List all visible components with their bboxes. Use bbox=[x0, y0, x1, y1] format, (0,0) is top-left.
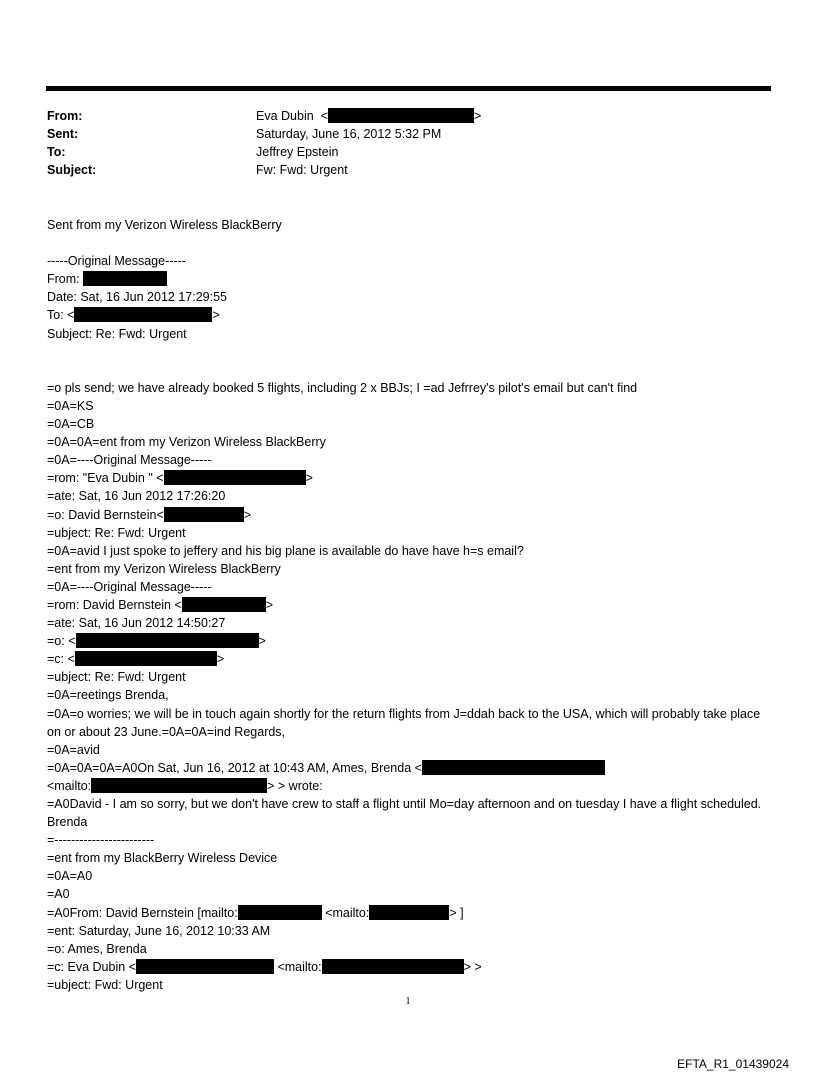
body-line: =A0From: David Bernstein [mailto: <mailto: > ] bbox=[47, 905, 464, 920]
header-subject-row bbox=[47, 161, 767, 179]
blank-line bbox=[47, 343, 777, 361]
body-line: =ent from my Verizon Wireless BlackBerry bbox=[47, 561, 281, 576]
body-line: =ent from my BlackBerry Wireless Device bbox=[47, 851, 278, 866]
body-line: =o: David Bernstein< > bbox=[47, 507, 252, 522]
line-text: <mailto: bbox=[277, 959, 322, 974]
body-line: =0A=reetings Brenda, bbox=[47, 688, 169, 703]
from-label: From: bbox=[47, 109, 83, 123]
line-text: From: bbox=[47, 272, 80, 287]
line-text: <mailto: bbox=[47, 778, 92, 793]
line-text: =rom: "Eva Dubin " bbox=[47, 471, 153, 486]
sent-value: Saturday, June 16, 2012 5:32 PM bbox=[256, 127, 442, 141]
redaction bbox=[238, 905, 322, 920]
header-sent-row bbox=[47, 125, 767, 143]
body-line: =rom: "Eva Dubin " < > bbox=[47, 471, 313, 486]
body-line: =ubject: Re: Fwd: Urgent bbox=[47, 525, 186, 540]
line-text: =0A=0A=0A=A0On Sat, Jun 16, 2012 at 10:43 AM, Ames, Brenda bbox=[47, 760, 412, 775]
redaction bbox=[328, 108, 474, 123]
redaction bbox=[75, 651, 217, 666]
body-line bbox=[47, 270, 777, 288]
body-line: <mailto: > > wrote: bbox=[47, 778, 323, 793]
to-label: To: bbox=[47, 145, 66, 159]
blank-line bbox=[47, 361, 777, 379]
to-value: Jeffrey Epstein bbox=[256, 145, 339, 159]
line-text: =o: David Bernstein bbox=[47, 507, 157, 522]
from-name: Eva Dubin bbox=[256, 109, 314, 123]
from-value: Eva Dubin < > bbox=[256, 109, 482, 123]
blank-line bbox=[47, 234, 777, 252]
redaction bbox=[164, 507, 244, 522]
body-line: =0A=0A=ent from my Verizon Wireless BlackBerry bbox=[47, 435, 326, 450]
header-rule bbox=[46, 86, 771, 91]
line-text: To: bbox=[47, 308, 64, 323]
redaction bbox=[322, 959, 464, 974]
email-body bbox=[47, 216, 777, 994]
body-line: =0A=----Original Message----- bbox=[47, 579, 212, 594]
subject-value: Fw: Fwd: Urgent bbox=[256, 163, 348, 177]
body-line: -----Original Message----- bbox=[47, 254, 186, 269]
line-text: =A0From: David Bernstein [mailto: bbox=[47, 905, 238, 920]
redaction bbox=[164, 470, 306, 485]
sent-label: Sent: bbox=[47, 127, 79, 141]
body-line: =ate: Sat, 16 Jun 2012 17:26:20 bbox=[47, 489, 226, 504]
body-line: =ent: Saturday, June 16, 2012 10:33 AM bbox=[47, 923, 271, 938]
body-line: =A0David - I am so sorry, but we don't have crew to staff a flight until Mo=day afternoon and on tuesday I have a flight scheduled. Brenda bbox=[47, 797, 762, 830]
body-line: =A0 bbox=[47, 887, 70, 902]
body-line: =ubject: Re: Fwd: Urgent bbox=[47, 670, 186, 685]
body-line: =------------------------ bbox=[47, 833, 155, 848]
page-number: 1 bbox=[405, 996, 411, 1007]
body-line: =c: Eva Dubin < <mailto: > > bbox=[47, 959, 482, 974]
redaction bbox=[369, 905, 449, 920]
body-line: =0A=o worries; we will be in touch again shortly for the return flights from J=ddah back to the USA, which will probably take place on or about 23 June.=0A=0A=ind Regards, bbox=[47, 706, 761, 739]
header-to-row bbox=[47, 143, 767, 161]
body-line: =o pls send; we have already booked 5 flights, including 2 x BBJs; I =ad Jefrrey's pilot's email but can't find bbox=[47, 380, 638, 395]
body-line: =ubject: Fwd: Urgent bbox=[47, 977, 163, 992]
body-line: =0A=CB bbox=[47, 417, 95, 432]
body-line: =0A=A0 bbox=[47, 869, 93, 884]
body-line: =o: < > bbox=[47, 634, 266, 649]
body-line: =ate: Sat, 16 Jun 2012 14:50:27 bbox=[47, 616, 226, 631]
line-text: <mailto: bbox=[325, 905, 370, 920]
redaction bbox=[422, 760, 605, 775]
body-line: =rom: David Bernstein < > bbox=[47, 597, 274, 612]
body-line: Sent from my Verizon Wireless BlackBerry bbox=[47, 218, 282, 232]
body-line: =c: < > bbox=[47, 652, 225, 667]
body-line: =0A=avid bbox=[47, 742, 100, 757]
line-text: =rom: David Bernstein bbox=[47, 597, 172, 612]
document-id: EFTA_R1_01439024 bbox=[677, 1057, 789, 1071]
line-text: =o: bbox=[47, 634, 65, 649]
line-text: > wrote: bbox=[277, 778, 323, 793]
redaction bbox=[83, 271, 167, 286]
body-line: =0A=0A=0A=A0On Sat, Jun 16, 2012 at 10:43 AM, Ames, Brenda < bbox=[47, 759, 777, 777]
redaction bbox=[74, 307, 212, 322]
redaction bbox=[91, 778, 267, 793]
body-line: =o: Ames, Brenda bbox=[47, 941, 147, 956]
body-line: Date: Sat, 16 Jun 2012 17:29:55 bbox=[47, 290, 227, 305]
body-line: To: < > bbox=[47, 308, 220, 323]
subject-label: Subject: bbox=[47, 163, 97, 177]
redaction bbox=[136, 959, 274, 974]
header-from-row bbox=[47, 107, 767, 125]
body-line: =0A=avid I just spoke to jeffery and his big plane is available do have have h=s email? bbox=[47, 543, 524, 558]
body-line: =0A=KS bbox=[47, 398, 94, 413]
line-text: =c: bbox=[47, 652, 65, 667]
redaction bbox=[76, 633, 259, 648]
body-line: =0A=----Original Message----- bbox=[47, 453, 212, 468]
line-text: =c: Eva Dubin bbox=[47, 959, 126, 974]
body-line: Subject: Re: Fwd: Urgent bbox=[47, 326, 187, 341]
redaction bbox=[182, 597, 266, 612]
